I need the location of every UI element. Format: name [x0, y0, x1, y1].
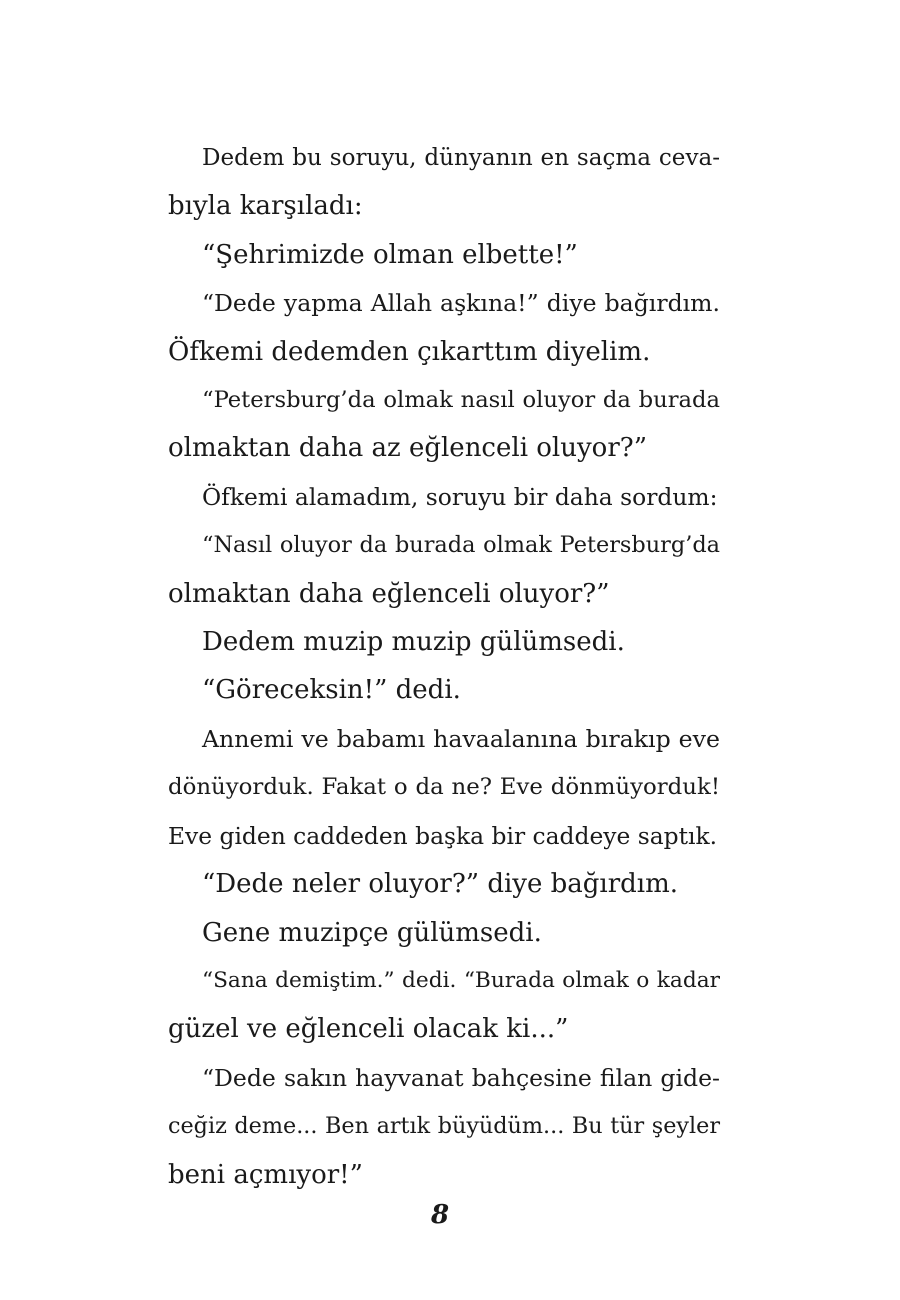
text-line: Gene muzipçe gülümsedi.	[202, 917, 542, 948]
paragraph	[168, 231, 720, 279]
text-line: Annemi ve babamı havaalanına bırakıp eve	[202, 724, 720, 753]
paragraph	[168, 860, 720, 908]
paragraph	[168, 666, 720, 714]
text-line: dönüyorduk. Fakat o da ne? Eve dönmüyorduk!	[168, 774, 720, 801]
text-line: “Şehrimizde olman elbette!”	[202, 239, 578, 270]
text-line: güzel ve eğlenceli olacak ki...”	[168, 1014, 569, 1045]
body-text	[168, 134, 720, 1199]
text-line: Dedem muzip muzip gülümsedi.	[202, 627, 625, 658]
text-line: “Petersburg’da olmak nasıl oluyor da burada	[202, 387, 720, 414]
paragraph	[168, 618, 720, 666]
text-line: “Sana demiştim.” dedi. “Burada olmak o kadar	[202, 967, 720, 993]
paragraph	[168, 473, 720, 521]
text-line: Öfkemi dedemden çıkarttım diyelim.	[168, 336, 651, 367]
text-line: Dedem bu soruyu, dünyanın en saçma ceva-	[202, 145, 720, 171]
page-number: 8	[430, 1200, 450, 1230]
text-line: “Dede yapma Allah aşkına!” diye bağırdım.	[202, 289, 720, 318]
paragraph	[168, 715, 720, 860]
paragraph	[168, 134, 720, 231]
text-line: Öfkemi alamadım, soruyu bir daha sordum:	[202, 482, 718, 511]
text-line: olmaktan daha eğlenceli oluyor?”	[168, 578, 610, 609]
text-line: ceğiz deme... Ben artık büyüdüm... Bu tür şeyler	[168, 1113, 720, 1140]
text-line: “Göreceksin!” dedi.	[202, 675, 461, 706]
text-line: “Dede sakın hayvanat bahçesine filan gide-	[202, 1063, 720, 1092]
paragraph	[168, 279, 720, 376]
paragraph	[168, 376, 720, 473]
paragraph	[168, 909, 720, 957]
text-line: olmaktan daha az eğlenceli oluyor?”	[168, 433, 647, 464]
text-line: beni açmıyor!”	[168, 1159, 363, 1190]
paragraph	[168, 1054, 720, 1199]
paragraph	[168, 521, 720, 618]
text-line: “Nasıl oluyor da burada olmak Petersburg’da	[202, 532, 720, 559]
text-line: Eve giden caddeden başka bir caddeye saptık.	[168, 821, 718, 850]
paragraph	[168, 957, 720, 1054]
text-line: bıyla karşıladı:	[168, 191, 363, 222]
text-line: “Dede neler oluyor?” diye bağırdım.	[202, 869, 679, 900]
